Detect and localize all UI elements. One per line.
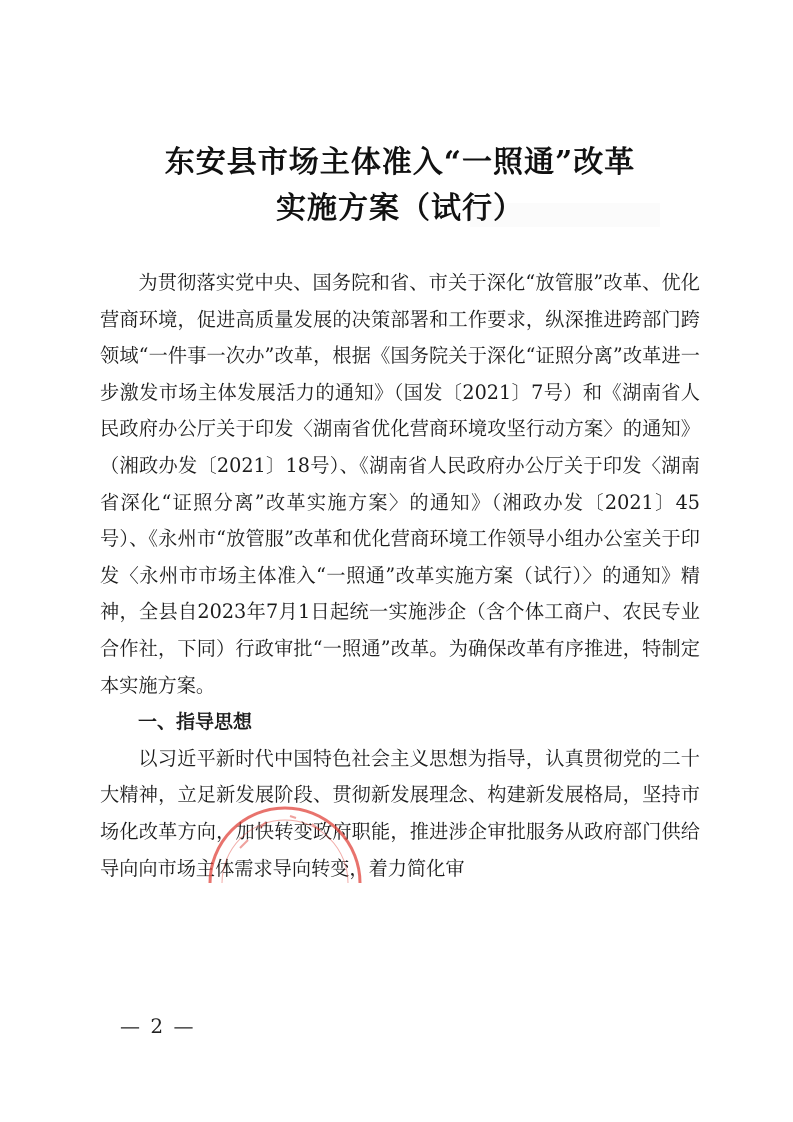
- intro-paragraph: 为贯彻落实党中央、国务院和省、市关于深化“放管服”改革、优化营商环境，促进高质量发展的决策部署和工作要求，纵深推进跨部门跨领域“一件事一次办”改革，根据《国务院关于深化“证照分离”改革进一步激发市场主体发展活力的通知》（国发〔2021〕7号）和《湖南省人民政府办公厅关于印发〈湖南省优化营商环境攻坚行动方案〉的通知》（湘政办发〔2021〕18号）、《湖南省人民政府办公厅关于印发〈湖南省深化“证照分离”改革实施方案〉的通知》（湘政办发〔2021〕45号）、《永州市“放管服”改革和优化营商环境工作领导小组办公室关于印发〈永州市市场主体准入“一照通”改革实施方案（试行）〉的通知》精神，全县自2023年7月1日起统一实施涉企（含个体工商户、农民专业合作社，下同）行政审批“一照通”改革。为确保改革有序推进，特制定本实施方案。: [100, 271, 700, 697]
- section-heading-guiding-ideology: 一、指导思想: [138, 711, 253, 734]
- title-line-2: 实施方案（试行）: [276, 191, 524, 226]
- section-paragraph-guiding-ideology: 以习近平新时代中国特色社会主义思想为指导，认真贯彻党的二十大精神，立足新发展阶段、贯彻新发展理念、构建新发展格局，坚持市场化改革方向，加快转变政府职能，推进涉企审批服务从政府部门供给导向向市场主体需求导向转变，着力简化审: [100, 746, 700, 880]
- page-number: — 2 —: [120, 1014, 196, 1038]
- document-title: [100, 140, 700, 232]
- document-body: [100, 265, 700, 887]
- title-line-1: 东安县市场主体准入“一照通”改革: [164, 145, 636, 180]
